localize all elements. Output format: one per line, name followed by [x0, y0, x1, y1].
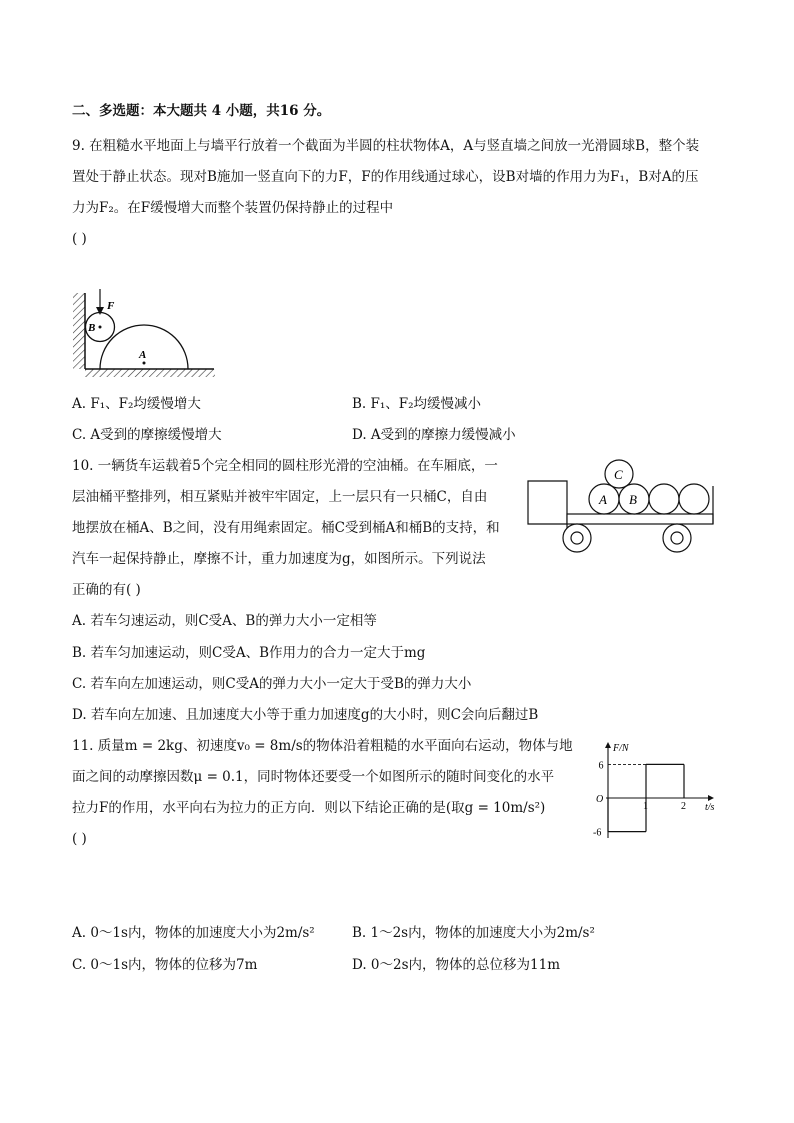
- truck-cab: [528, 481, 567, 524]
- body-center-dot: [143, 362, 146, 365]
- q10-option-b: B. 若车匀加速运动，则C受A、B作用力的合力一定大于mg: [72, 645, 426, 661]
- x-axis-label: t/s: [705, 802, 715, 813]
- q9-option-a: A. F₁、F₂均缓慢增大: [72, 396, 201, 412]
- rear-wheel-hub: [671, 532, 683, 544]
- body-label: A: [139, 349, 147, 361]
- x-tick-label-1: 1: [643, 801, 648, 812]
- wall-hatching: [73, 293, 85, 369]
- drum-b-label: B: [629, 492, 637, 507]
- q9-stem-line3: 力为F₂。在F缓慢增大而整个装置仍保持静止的过程中: [72, 200, 394, 216]
- q11-option-a: A. 0～1s内，物体的加速度大小为2m/s²: [72, 925, 315, 941]
- q10-stem-line1: 10. 一辆货车运载着5个完全相同的圆柱形光滑的空油桶。在车厢底，一: [72, 458, 498, 474]
- force-label: F: [107, 300, 115, 312]
- origin-label: O: [596, 794, 604, 805]
- q11-option-c: C. 0～1s内，物体的位移为7m: [72, 957, 258, 973]
- q11-answer-paren: ( ): [72, 831, 87, 847]
- q10-option-d: D. 若车向左加速、且加速度大小等于重力加速度g的大小时，则C会向后翻过B: [72, 707, 539, 723]
- y-axis-label: F/N: [613, 743, 629, 754]
- x-tick-label-2: 2: [681, 801, 686, 812]
- y-tick-label-1: -6: [593, 827, 602, 839]
- q10-option-c: C. 若车向左加速运动，则C受A的弹力大小一定大于受B的弹力大小: [72, 676, 472, 692]
- truck-bed: [567, 514, 713, 524]
- ball-label: B: [88, 322, 96, 334]
- drum-4: [679, 484, 709, 514]
- section-header: 二、多选题：本大题共 4 小题，共16 分。: [72, 103, 331, 119]
- front-wheel-hub: [571, 532, 583, 544]
- q11-stem-line3: 拉力F的作用，水平向右为拉力的正方向．则以下结论正确的是(取g = 10m/s²): [72, 800, 546, 816]
- q9-answer-paren: ( ): [72, 231, 87, 247]
- ball-center-dot: [99, 326, 102, 329]
- q9-option-d: D. A受到的摩擦力缓慢减小: [352, 427, 516, 443]
- drum-a-label: A: [599, 492, 607, 507]
- q11-stem-line2: 面之间的动摩擦因数μ = 0.1，同时物体还要受一个如图所示的随时间变化的水平: [72, 769, 555, 785]
- y-axis-arrow: [605, 742, 611, 748]
- y-tick-label-0: 6: [598, 760, 604, 772]
- x-axis-arrow: [708, 795, 714, 801]
- q10-stem-line4: 汽车一起保持静止，摩擦不计，重力加速度为g，如图所示。下列说法: [72, 551, 486, 567]
- q10-truck-figure: [525, 456, 725, 556]
- q10-stem-line2: 层油桶平整排列，相互紧贴并被牢牢固定，上一层只有一只桶C，自由: [72, 489, 488, 505]
- q11-force-time-chart: [588, 738, 728, 843]
- q10-stem-line5: 正确的有( ): [72, 582, 141, 598]
- q9-stem-line2: 置处于静止状态。现对B施加一竖直向下的力F，F的作用线通过球心，设B对墙的作用力为F₁，B对A的压: [72, 169, 699, 185]
- q10-stem-line3: 地摆放在桶A、B之间，没有用绳索固定。桶C受到桶A和桶B的支持，和: [72, 520, 500, 536]
- q9-wall-ball-figure: [64, 285, 224, 380]
- drum-c-label: C: [614, 467, 623, 482]
- q10-option-a: A. 若车匀速运动，则C受A、B的弹力大小一定相等: [72, 613, 377, 629]
- drum-3: [649, 484, 679, 514]
- q11-stem-line1: 11. 质量m = 2kg、初速度v₀ = 8m/s的物体沿着粗糙的水平面向右运动，物体与地: [72, 738, 573, 754]
- q9-option-b: B. F₁、F₂均缓慢减小: [352, 396, 482, 412]
- q9-stem-line1: 9. 在粗糙水平地面上与墙平行放着一个截面为半圆的柱状物体A，A与竖直墙之间放一光滑圆球B，整个装: [72, 138, 700, 154]
- q9-option-c: C. A受到的摩擦缓慢增大: [72, 427, 222, 443]
- ground-hatching: [85, 369, 215, 377]
- q11-option-b: B. 1～2s内，物体的加速度大小为2m/s²: [352, 925, 595, 941]
- q11-option-d: D. 0～2s内，物体的总位移为11m: [352, 957, 561, 973]
